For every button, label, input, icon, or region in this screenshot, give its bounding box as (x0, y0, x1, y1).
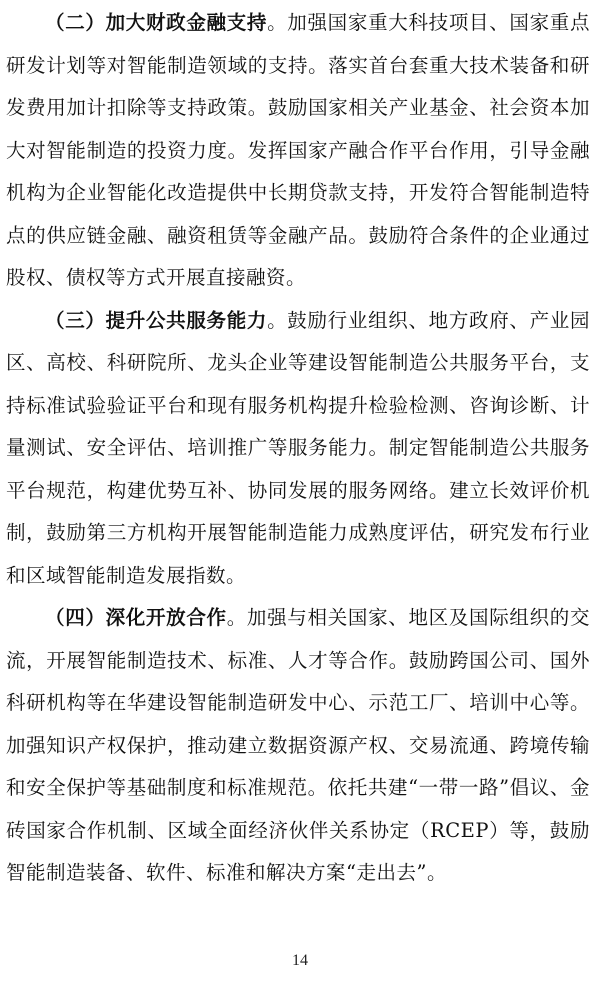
section-body: 。鼓励行业组织、地方政府、产业园区、高校、科研院所、龙头企业等建设智能制造公共服务平台，支持标准试验验证平台和现有服务机构提升检验检测、咨询诊断、计量测试、安全评估、培训推广等服务能力。制定智能制造公共服务平台规范，构建优势互补、协同发展的服务网络。建立长效评价机制，鼓励第三方机构开展智能制造能力成熟度评估，研究发布行业和区域智能制造发展指数。 (6, 308, 590, 587)
paragraph-fiscal-financial-support (6, 2, 590, 300)
paragraph-public-service-capability (6, 300, 590, 598)
paragraph-open-cooperation (6, 597, 590, 895)
section-body: 。加强国家重大科技项目、国家重点研发计划等对智能制造领域的支持。落实首台套重大技术装备和研发费用加计扣除等支持政策。鼓励国家相关产业基金、社会资本加大对智能制造的投资力度。发挥国家产融合作平台作用，引导金融机构为企业智能化改造提供中长期贷款支持，开发符合智能制造特点的供应链金融、融资租赁等金融产品。鼓励符合条件的企业通过股权、债权等方式开展直接融资。 (6, 11, 590, 289)
section-body: 。加强与相关国家、地区及国际组织的交流，开展智能制造技术、标准、人才等合作。鼓励跨国公司、国外科研机构等在华建设智能制造研发中心、示范工厂、培训中心等。加强知识产权保护，推动建立数据资源产权、交易流通、跨境传输和安全保护等基础制度和标准规范。依托共建“一带一路”倡议、金砖国家合作机制、区域全面经济伙伴关系协定（RCEP）等，鼓励智能制造装备、软件、标准和解决方案“走出去”。 (6, 606, 590, 884)
page-number: 14 (292, 952, 308, 969)
document-page (6, 2, 590, 895)
section-heading: （三）提升公共服务能力 (45, 308, 268, 332)
section-heading: （四）深化开放合作 (45, 606, 227, 629)
section-heading: （二）加大财政金融支持 (45, 11, 268, 34)
